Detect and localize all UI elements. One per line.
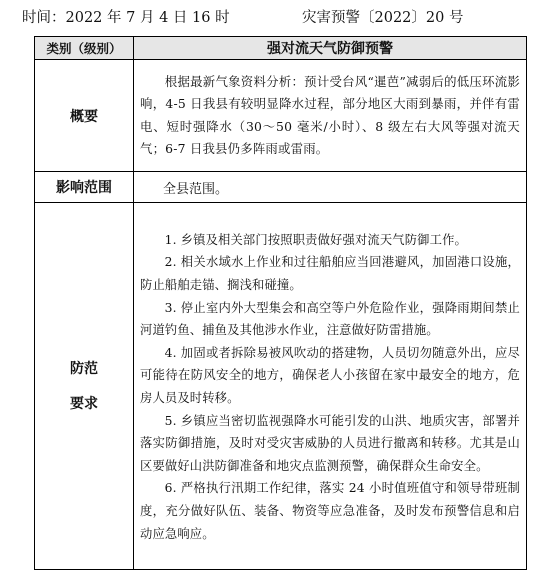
summary-text: 根据最新气象资料分析：预计受台风“暹芭”减弱后的低压环流影响，4-5 日我县有较明显降水过程，部分地区大雨到暴雨，并伴有雷电、短时强降水（30～50 毫米/小时）、8 级左右大风等强对流天气；6-7 日我县仍多阵雨或雷雨。	[140, 73, 520, 156]
measures-label	[35, 351, 133, 421]
warning-number: 灾害预警〔2022〕20 号	[302, 10, 464, 26]
measure-item: 5. 乡镇应当密切监视强降水可能引发的山洪、地质灾害，部署并落实防御措施，及时对受灾害威胁的人员进行撤离和转移。尤其是山区要做好山洪防御准备和地灾点监测预警，确保群众生命安全。	[140, 413, 520, 473]
warning-table	[34, 36, 527, 570]
scope-row	[35, 172, 527, 203]
issue-time: 时间：2022 年 7 月 4 日 16 时	[22, 10, 230, 26]
measure-item: 1. 乡镇及相关部门按照职责做好强对流天气防御工作。	[164, 232, 467, 247]
summary-row	[35, 60, 527, 172]
measure-item: 6. 严格执行汛期工作纪律，落实 24 小时值班值守和领导带班制度，充分做好队伍、装备、物资等应急准备，及时发布预警信息和启动应急响应。	[140, 481, 520, 541]
warning-title: 强对流天气防御预警	[134, 37, 527, 60]
measure-item: 3. 停止室内外大型集会和高空等户外危险作业，强降雨期间禁止河道钓鱼、捕鱼及其他涉水作业，注意做好防雷措施。	[140, 300, 520, 338]
category-level-label: 类别（级别）	[35, 37, 134, 60]
measure-item: 2. 相关水域水上作业和过往船舶应当回港避风，加固港口设施，防止船舶走锚、搁浅和碰撞。	[140, 255, 520, 293]
scope-text: 全县范围。	[163, 181, 229, 197]
document-header	[22, 6, 527, 30]
measures-label-line1: 防范	[70, 361, 98, 377]
measures-label-line2: 要求	[70, 396, 98, 412]
scope-label: 影响范围	[56, 180, 112, 196]
table-header-row	[35, 37, 527, 60]
summary-label: 概要	[70, 108, 98, 125]
measure-item: 4. 加固或者拆除易被风吹动的搭建物，人员切勿随意外出，应尽可能待在防风安全的地方，确保老人小孩留在家中最安全的地方，危房人员及时转移。	[140, 345, 520, 405]
measures-row	[35, 203, 527, 570]
